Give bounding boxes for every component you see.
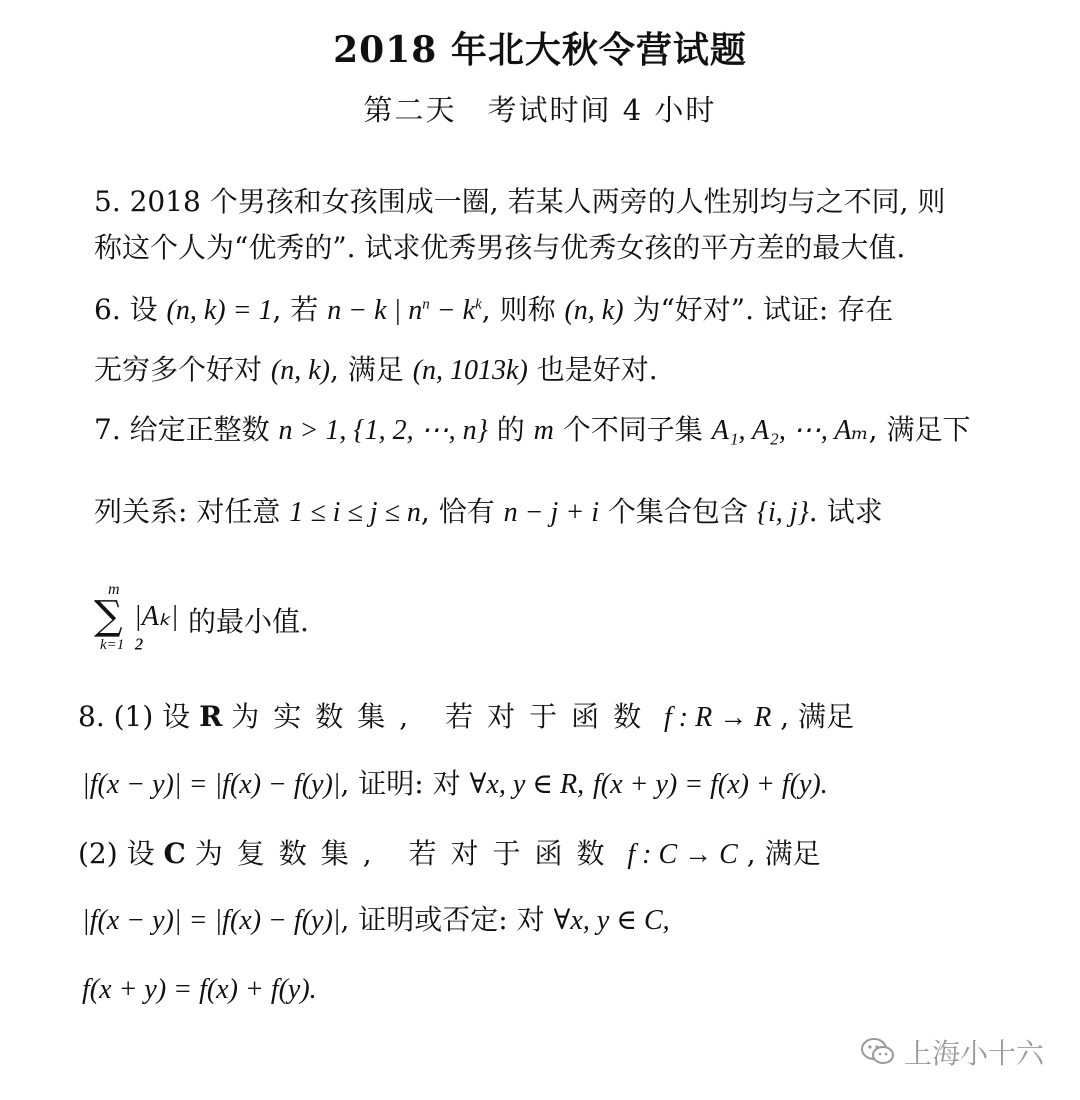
p6-text-j: 为“好对”. 试证: 存在 (632, 293, 894, 326)
p7-math-b: n > 1, {1, 2, ⋯, n} (278, 415, 488, 446)
p8-text-1a: 8. (1) 设 (78, 700, 191, 733)
sum-expression: |Aₖ|² (134, 601, 179, 664)
p7-math-f: A₁, A₂, ⋯, Aₘ (711, 415, 869, 446)
p7-text-e: 个不同子集 (562, 413, 703, 446)
p8-eq-1: |f(x − y)| = |f(x) − f(y)| (82, 769, 341, 800)
p6-text-h: , 则称 (481, 293, 556, 326)
sum-upper-limit: m (108, 581, 120, 598)
p7-text-2e: 个集合包含 (607, 495, 748, 528)
sum-lower-limit: k=1 (100, 637, 125, 653)
p8-func-1: f : R → R (664, 702, 772, 733)
p7-text-2a: 列关系: 对任意 (94, 495, 281, 528)
p7-math-d: m (533, 415, 554, 446)
problem-6-line-2 (94, 348, 658, 388)
p7-math-2f: {i, j} (756, 497, 809, 528)
problem-6-line-1 (94, 288, 893, 328)
p7-text-g: , 满足下 (868, 413, 971, 446)
p6-math-d: n − k | n (327, 295, 423, 326)
p8-goal-2: f(x + y) = f(x) + f(y). (82, 974, 317, 1005)
p8-eq-2: |f(x − y)| = |f(x) − f(y)| (82, 905, 341, 936)
p7-text-a: 7. 给定正整数 (94, 413, 270, 446)
p8-text-2d: , 证明或否定: 对 (340, 903, 545, 936)
p8-set-C: C (163, 837, 186, 870)
p8-text-2b: 为复数集, 若对于函数 (194, 837, 619, 870)
p8-goal-1: f(x + y) = f(x) + f(y). (593, 769, 828, 800)
p7-text-2c: , 恰有 (420, 495, 495, 528)
p6-math-2b: (n, k) (270, 355, 330, 386)
p8-func-2: f : C → C (627, 839, 738, 870)
p6-math-b: (n, k) = 1 (166, 295, 273, 326)
p6-exp-k: k (475, 296, 482, 313)
p8-quant-1: ∀x, y ∈ R, (469, 769, 585, 800)
exam-duration: 第二天 考试时间 4 小时 (363, 93, 717, 127)
p8-text-2a: (2) 设 (78, 837, 155, 870)
p8-text-1d: , 证明: 对 (340, 767, 461, 800)
p6-text-a: 6. 设 (94, 293, 158, 326)
problem-8-part-2-line-1 (78, 832, 821, 872)
problem-8-part-1-line-2 (82, 762, 828, 802)
p6-text-2e: 也是好对. (536, 353, 658, 386)
watermark-text: 上海小十六 (904, 1037, 1045, 1070)
p8-text-1c: , 满足 (780, 700, 855, 733)
p6-text-2c: , 满足 (330, 353, 404, 386)
page-title: 2018 年北大秋令营试题 (333, 29, 747, 71)
problem-8-part-2-line-3 (82, 972, 317, 1006)
sum-formula (94, 581, 184, 664)
sigma-symbol: ∑ (94, 593, 123, 639)
p7-math-2d: n − j + i (503, 497, 599, 528)
p6-text-c: , 若 (272, 293, 319, 326)
watermark (860, 1032, 1044, 1074)
p7-math-2b: 1 ≤ i ≤ j ≤ n (289, 497, 421, 528)
p8-text-2c: , 满足 (746, 837, 821, 870)
wechat-icon (860, 1037, 896, 1074)
p8-quant-2: ∀x, y ∈ C, (553, 905, 670, 936)
p6-exp-n: n (422, 296, 430, 313)
p6-math-f: − k (429, 295, 476, 326)
p6-text-2a: 无穷多个好对 (94, 353, 263, 386)
problem-7-line-2 (94, 490, 883, 530)
problem-8-part-2-line-2 (82, 898, 670, 938)
p6-math-2d: (n, 1013k) (412, 355, 528, 386)
problem-5-line-2: 称这个人为“优秀的”. 试求优秀男孩与优秀女孩的平方差的最大值. (94, 231, 906, 264)
p7-text-2g: . 试求 (808, 495, 883, 528)
p8-set-R: R (199, 700, 223, 733)
p7-text-c: 的 (496, 413, 525, 446)
problem-7-line-3: 的最小值. (188, 605, 309, 638)
problem-5-line-1: 5. 2018 个男孩和女孩围成一圈, 若某人两旁的人性别均与之不同, 则 (94, 185, 946, 218)
problem-8-part-1-line-1 (78, 695, 854, 735)
problem-7-line-1 (94, 408, 970, 448)
p6-math-i: (n, k) (564, 295, 624, 326)
p8-text-1b: 为实数集, 若对于函数 (231, 700, 656, 733)
